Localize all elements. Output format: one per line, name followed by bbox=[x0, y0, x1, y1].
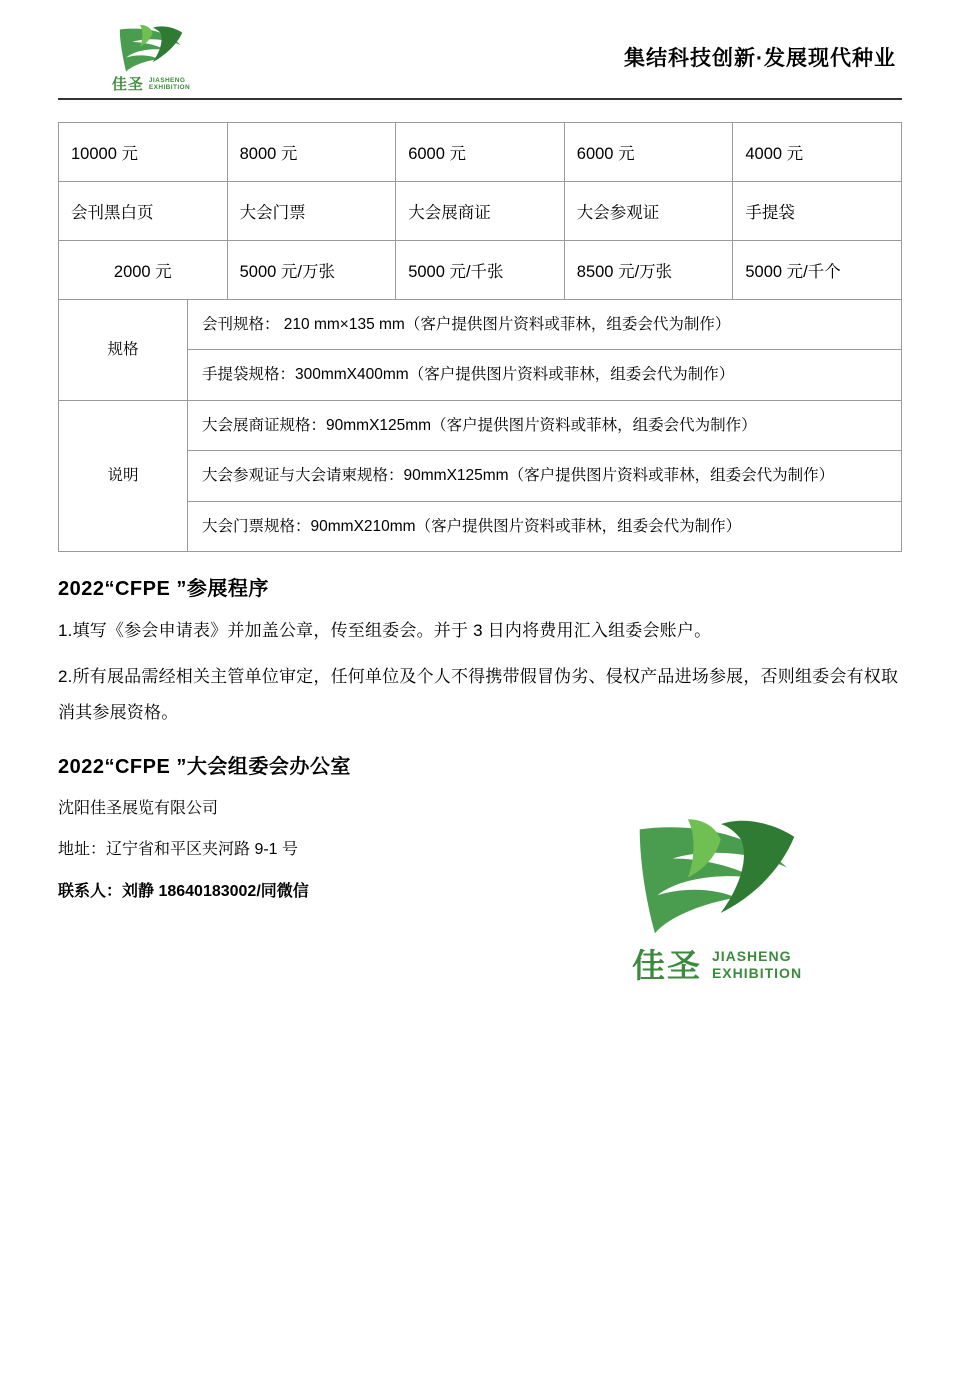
price-cell: 6000 元 bbox=[396, 123, 565, 182]
spec-text-cell: 大会门票规格：90mmX210mm（客户提供图片资料或菲林，组委会代为制作） bbox=[188, 501, 902, 551]
item-cell: 大会参观证 bbox=[564, 182, 733, 241]
item-cell: 大会展商证 bbox=[396, 182, 565, 241]
header-logo bbox=[76, 23, 226, 92]
spec-text-cell: 大会展商证规格：90mmX125mm（客户提供图片资料或菲林，组委会代为制作） bbox=[188, 400, 902, 450]
price-cell: 5000 元/万张 bbox=[227, 241, 396, 300]
item-cell: 大会门票 bbox=[227, 182, 396, 241]
logo-english-line1: JIASHENG bbox=[148, 76, 186, 84]
spec-text-cell: 大会参观证与大会请柬规格：90mmX125mm（客户提供图片资料或菲林，组委会代为制作） bbox=[188, 451, 902, 501]
footer-logo-english-line2: EXHIBITION bbox=[711, 964, 803, 981]
spec-text-cell: 手提袋规格：300mmX400mm（客户提供图片资料或菲林，组委会代为制作） bbox=[188, 350, 902, 400]
price-cell: 8500 元/万张 bbox=[564, 241, 733, 300]
header-slogan: 集结科技创新·发展现代种业 bbox=[624, 47, 896, 70]
procedure-item-2: 2.所有展品需经相关主管单位审定，任何单位及个人不得携带假冒伪劣、侵权产品进场参展，否则组委会有权取消其参展资格。 bbox=[58, 666, 899, 722]
footer-logo-english-name bbox=[712, 948, 802, 982]
procedure-title: 2022“CFPE ”参展程序 bbox=[58, 578, 269, 601]
contact-person: 联系人：刘静 18640183002/同微信 bbox=[58, 882, 309, 900]
table-row bbox=[59, 123, 902, 182]
price-cell: 2000 元 bbox=[59, 241, 228, 300]
price-cell: 10000 元 bbox=[59, 123, 228, 182]
office-title: 2022“CFPE ”大会组委会办公室 bbox=[58, 756, 351, 779]
price-cell: 6000 元 bbox=[564, 123, 733, 182]
price-cell: 4000 元 bbox=[733, 123, 902, 182]
footer-logo-english-line1: JIASHENG bbox=[711, 948, 792, 964]
procedure-item-1: 1.填写《参会申请表》并加盖公章，传至组委会。并于 3 日内将费用汇入组委会账户。 bbox=[58, 621, 712, 641]
document-page bbox=[0, 16, 960, 1373]
price-cell: 5000 元/千个 bbox=[733, 241, 902, 300]
company-address: 地址：辽宁省和平区夹河路 9-1 号 bbox=[58, 841, 299, 859]
spec-label-cell: 规格 bbox=[59, 300, 188, 401]
company-name: 沈阳佳圣展览有限公司 bbox=[58, 800, 219, 818]
item-cell: 手提袋 bbox=[733, 182, 902, 241]
table-row bbox=[59, 182, 902, 241]
footer-logo-text bbox=[592, 948, 842, 982]
header-logo-text bbox=[112, 77, 190, 92]
note-label-cell: 说明 bbox=[59, 400, 188, 551]
spec-text-cell: 会刊规格： 210 mm×135 mm（客户提供图片资料或菲林，组委会代为制作） bbox=[188, 300, 902, 350]
table-row bbox=[59, 241, 902, 300]
contact-block bbox=[58, 791, 902, 909]
price-table bbox=[58, 122, 902, 300]
page-header bbox=[58, 16, 902, 100]
price-cell: 5000 元/千张 bbox=[396, 241, 565, 300]
item-cell: 会刊黑白页 bbox=[59, 182, 228, 241]
logo-english-name bbox=[149, 77, 190, 92]
jiasheng-leaf-logo-icon bbox=[112, 23, 190, 75]
logo-chinese-name: 佳圣 bbox=[111, 75, 144, 93]
logo-english-line2: EXHIBITION bbox=[148, 84, 191, 92]
price-cell: 8000 元 bbox=[227, 123, 396, 182]
specification-table bbox=[58, 299, 902, 552]
table-row bbox=[59, 400, 902, 450]
footer-logo-chinese-name: 佳圣 bbox=[631, 946, 702, 984]
table-row bbox=[59, 300, 902, 350]
